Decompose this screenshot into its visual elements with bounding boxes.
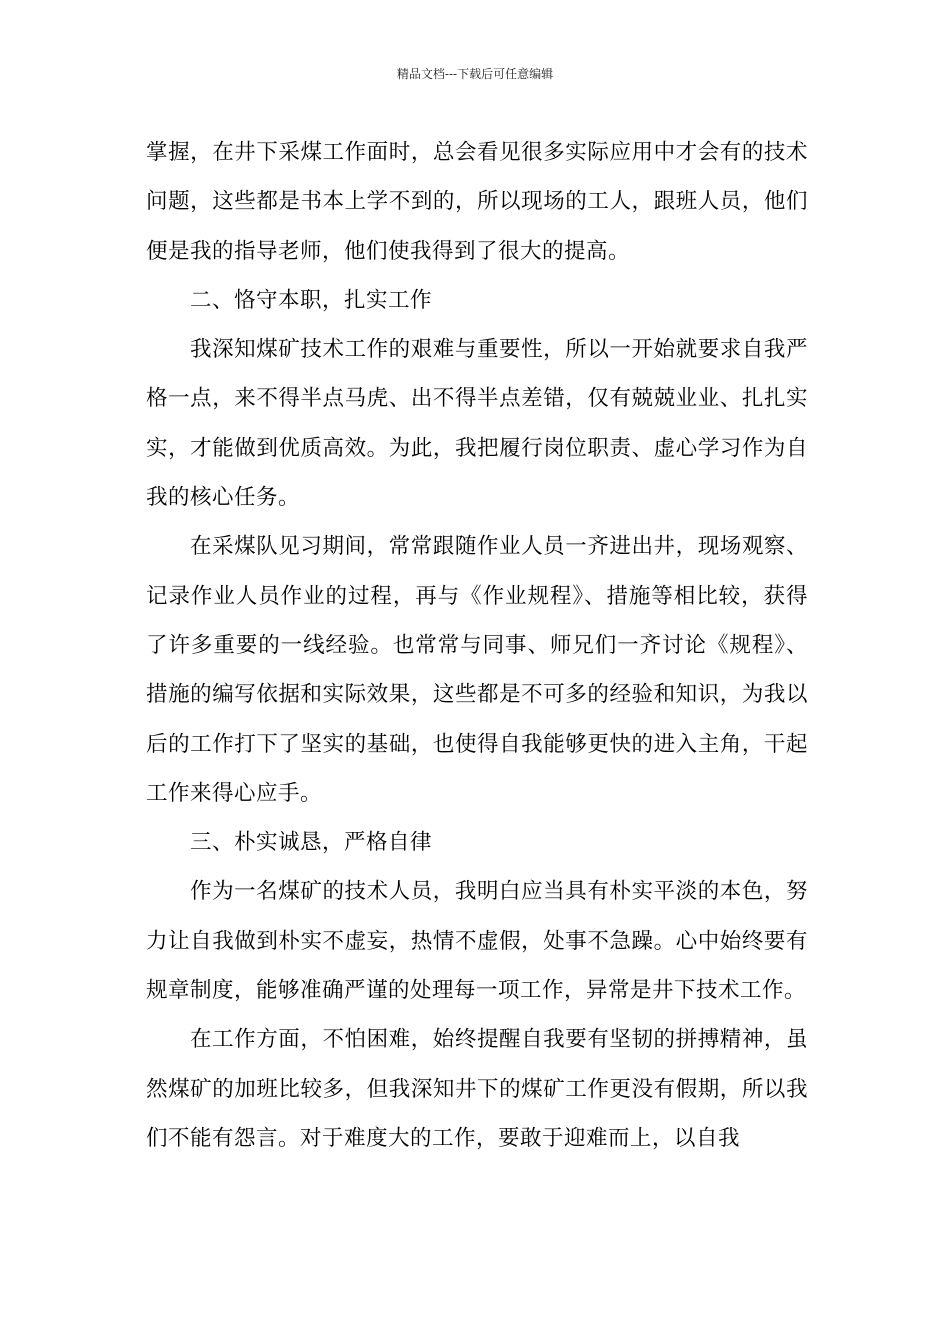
paragraph-continuation: 掌握，在井下采煤工作面时，总会看见很多实际应用中才会有的技术问题，这些都是书本上学不到的，所以现场的工人，跟班人员，他们便是我的指导老师，他们使我得到了很大的提高。 — [146, 140, 808, 264]
section-heading-2: 二、恪守本职，扎实工作 — [190, 287, 433, 313]
paragraph: 作为一名煤矿的技术人员，我明白应当具有朴实平淡的本色，努力让自我做到朴实不虚妄，热情不虚假，处事不急躁。心中始终要有规章制度，能够准确严谨的处理每一项工作，异常是井下技术工作。 — [146, 879, 808, 1004]
paragraph: 在采煤队见习期间，常常跟随作业人员一齐进出井，现场观察、记录作业人员作业的过程，再与《作业规程》、措施等相比较，获得了许多重要的一线经验。也常常与同事、师兄们一齐讨论《规程》、措施的编写依据和实际效果，这些都是不可多的经验和知识，为我以后的工作打下了坚实的基础，也使得自我能够更快的进入主角，干起工作来得心应手。 — [146, 534, 808, 806]
document-body — [146, 128, 808, 1163]
page-header: 精品文档---下载后可任意编辑 — [396, 67, 554, 81]
section-heading-3: 三、朴实诚恳，严格自律 — [190, 830, 433, 856]
paragraph: 在工作方面，不怕困难，始终提醒自我要有坚韧的拼搏精神，虽然煤矿的加班比较多，但我深知井下的煤矿工作更没有假期，所以我们不能有怨言。对于难度大的工作，要敢于迎难而上，以自我 — [146, 1027, 808, 1151]
paragraph: 我深知煤矿技术工作的艰难与重要性，所以一开始就要求自我严格一点，来不得半点马虎、出不得半点差错，仅有兢兢业业、扎扎实实，才能做到优质高效。为此，我把履行岗位职责、虚心学习作为自我的核心任务。 — [146, 337, 808, 511]
